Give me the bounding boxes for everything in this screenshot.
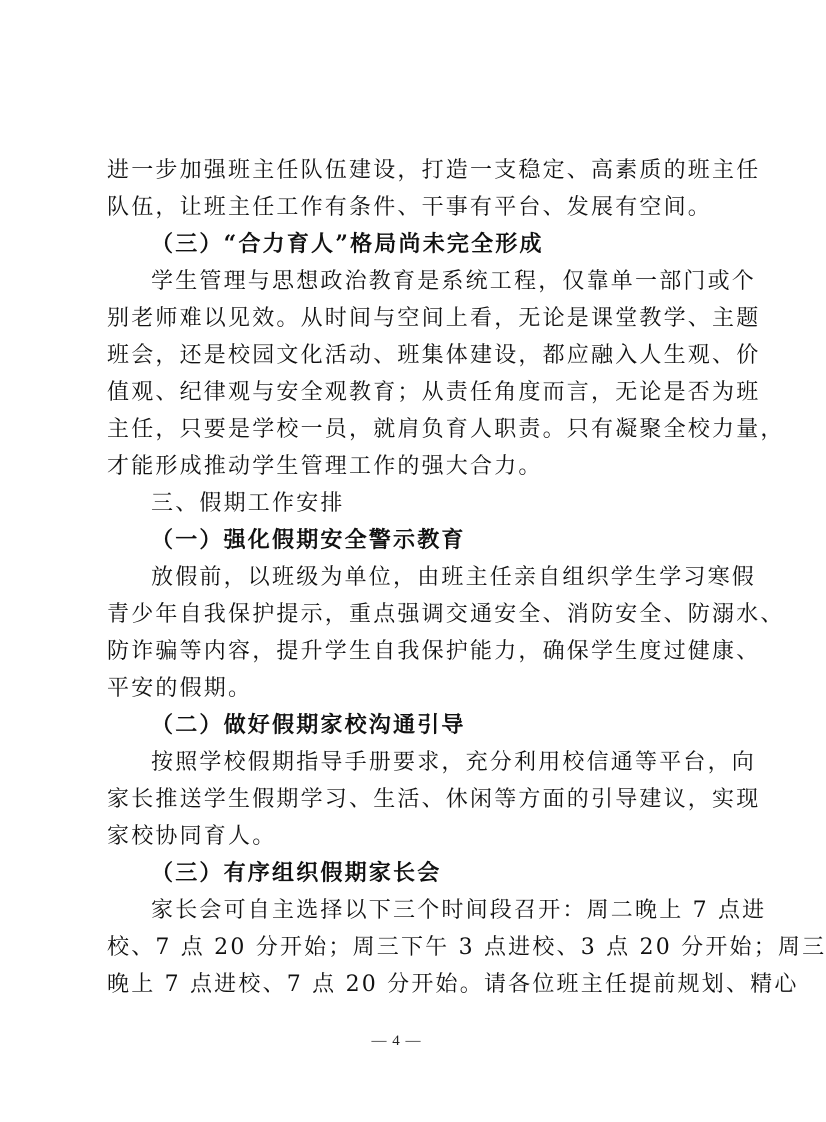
text-line: 校、7 点 20 分开始；周三下午 3 点进校、3 点 20 分开始；周三 xyxy=(107,935,826,960)
section-heading: （二）做好假期家校沟通引导 xyxy=(151,712,466,738)
text-line: 班会，还是校园文化活动、班集体建设，都应融入人生观、价 xyxy=(107,343,761,368)
text-line: 主任，只要是学校一员，就肩负育人职责。只有凝聚全校力量， xyxy=(107,417,785,442)
paragraph-start: 按照学校假期指导手册要求，充分利用校信通等平台，向 xyxy=(151,750,757,775)
text-line: 青少年自我保护提示，重点强调交通安全、消防安全、防溺水、 xyxy=(107,602,785,627)
paragraph-start: 家长会可自主选择以下三个时间段召开：周二晚上 7 点进 xyxy=(151,898,767,923)
text-line: 才能形成推动学生管理工作的强大合力。 xyxy=(107,454,543,479)
text-line: 防诈骗等内容，提升学生自我保护能力，确保学生度过健康、 xyxy=(107,639,761,664)
text-line: 队伍，让班主任工作有条件、干事有平台、发展有空间。 xyxy=(107,195,713,220)
text-line: 进一步加强班主任队伍建设，打造一支稳定、高素质的班主任 xyxy=(107,158,761,183)
text-line: 晚上 7 点进校、7 点 20 分开始。请各位班主任提前规划、精心 xyxy=(107,972,799,997)
text-line: 平安的假期。 xyxy=(107,676,253,701)
section-heading: （一）强化假期安全警示教育 xyxy=(151,527,466,553)
text-line: 别老师难以见效。从时间与空间上看，无论是课堂教学、主题 xyxy=(107,306,761,331)
paragraph-start: 学生管理与思想政治教育是系统工程，仅靠单一部门或个 xyxy=(151,269,757,294)
text-line: 家校协同育人。 xyxy=(107,824,277,849)
section-heading: （三）“合力育人”格局尚未完全形成 xyxy=(151,231,544,257)
section-heading: （三）有序组织假期家长会 xyxy=(151,860,442,886)
chapter-heading: 三、假期工作安排 xyxy=(151,491,345,516)
document-body xyxy=(107,152,826,1003)
paragraph-start: 放假前，以班级为单位，由班主任亲自组织学生学习寒假 xyxy=(151,565,757,590)
page-number: — 4 — xyxy=(371,1033,422,1049)
text-line: 值观、纪律观与安全观教育；从责任角度而言，无论是否为班 xyxy=(107,380,761,405)
text-line: 家长推送学生假期学习、生活、休闲等方面的引导建议，实现 xyxy=(107,787,761,812)
